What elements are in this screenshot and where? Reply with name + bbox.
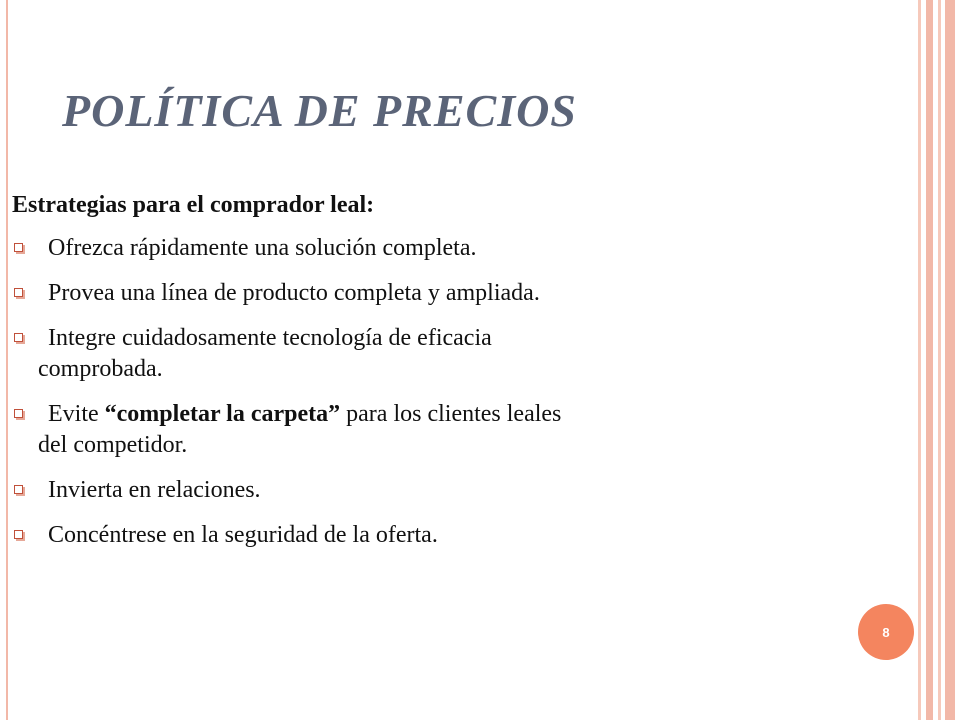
page-number-badge (858, 604, 914, 660)
square-bullet-icon (14, 333, 23, 342)
slide-body (12, 192, 892, 565)
bullet-item (12, 233, 892, 264)
bullet-item (12, 475, 892, 506)
bullet-text: Evite (48, 401, 105, 427)
page-number: 8 (882, 624, 890, 640)
bullet-text-continuation: comprobada. (38, 356, 163, 382)
bullet-text: Provea una línea de producto completa y ampliada. (48, 280, 540, 306)
bullet-text-continuation: del competidor. (38, 432, 188, 458)
bullet-item (12, 399, 892, 461)
bullet-item (12, 278, 892, 309)
bullet-text: Integre cuidadosamente tecnología de eficacia (48, 325, 492, 351)
bullet-item (12, 323, 892, 385)
bullet-list (12, 233, 892, 551)
square-bullet-icon (14, 530, 23, 539)
square-bullet-icon (14, 409, 23, 418)
square-bullet-icon (14, 288, 23, 297)
bullet-text: Invierta en relaciones. (48, 477, 261, 503)
bullet-text: Ofrezca rápidamente una solución completa. (48, 235, 477, 261)
left-border-line (6, 0, 8, 720)
bullet-item (12, 520, 892, 551)
square-bullet-icon (14, 485, 23, 494)
right-stripe-decoration (918, 0, 960, 720)
bullet-text: para los clientes leales (340, 401, 562, 427)
square-bullet-icon (14, 243, 23, 252)
bullet-bold-phrase: “completar la carpeta” (104, 401, 341, 427)
bullet-text: Concéntrese en la seguridad de la oferta. (48, 522, 438, 548)
slide-subtitle: Estrategias para el comprador leal: (12, 192, 375, 218)
slide-title: POLÍTICA DE PRECIOS (62, 85, 577, 136)
